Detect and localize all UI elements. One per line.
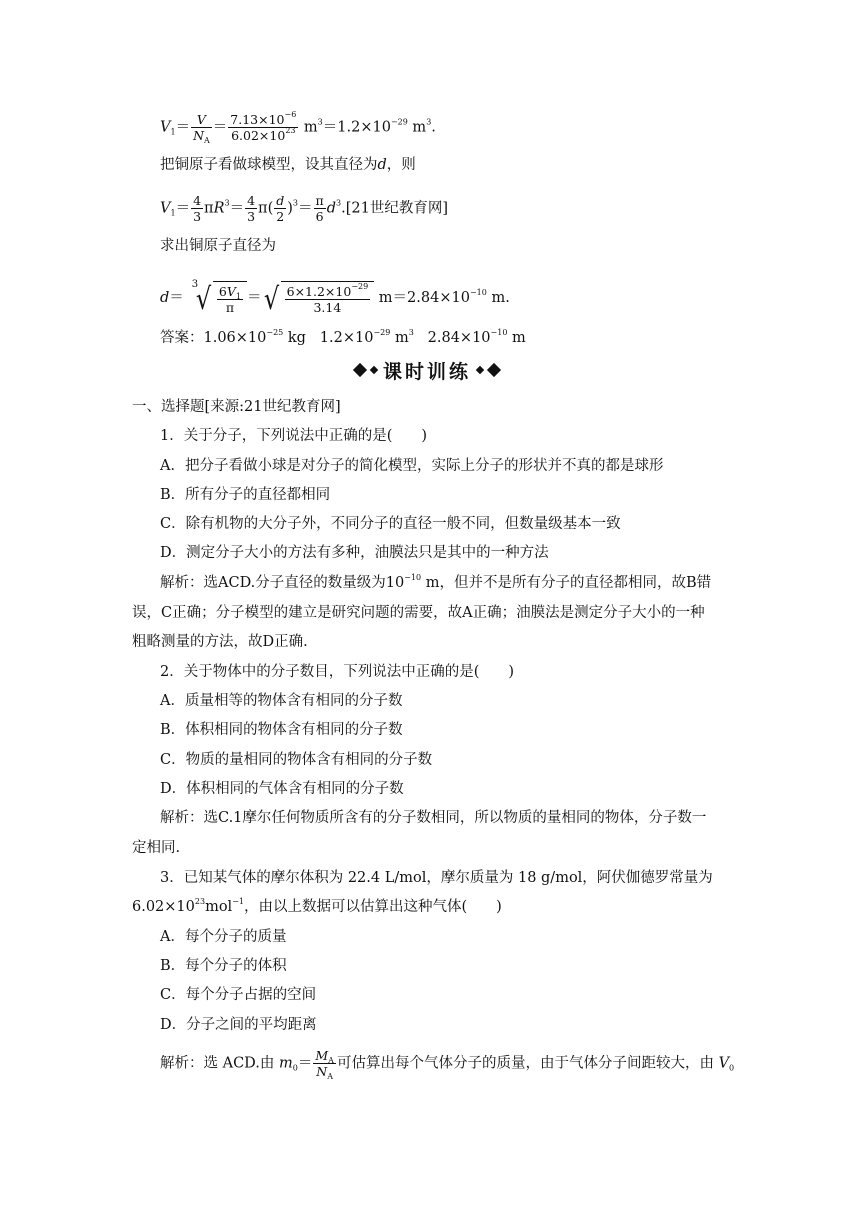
den-6: 6 (315, 209, 324, 224)
text: 解析：选 ACD.由 (160, 1055, 280, 1072)
var-d: d (326, 200, 337, 217)
diameter-intro (160, 236, 276, 256)
num-d: d (276, 193, 285, 208)
answer-3: 2.84×10 (427, 330, 491, 346)
den: N (193, 128, 205, 143)
diamond-icon (487, 363, 501, 377)
volume-equation (160, 112, 436, 143)
num-sub: A (328, 1056, 334, 1065)
text-b: 可估算出每个气体分子的质量，由于气体分子间距较大，由 (336, 1055, 719, 1072)
q1-explanation-line1 (160, 573, 711, 593)
eq: ＝ (175, 200, 191, 217)
eq: ＝ (175, 119, 191, 136)
fraction-v-na (191, 112, 212, 143)
cube: 3 (292, 198, 299, 208)
num: V (191, 112, 212, 128)
var-m: m (279, 1055, 293, 1072)
answer-label: 答案： (160, 330, 204, 346)
pi: π (204, 200, 214, 217)
den-exp: 23 (285, 126, 296, 135)
cube-root: 3 √ $\frac{6V_1}{\pi}$ (194, 281, 247, 315)
num-v-sub: 1 (235, 292, 241, 301)
result-exp: −10 (469, 288, 487, 297)
num-base: 7.13×10 (230, 112, 285, 127)
q1-explanation-line2: 误，C正确；分子模型的建立是研究问题的需要，故A正确；油膜法是测定分子大小的一种 (132, 605, 705, 621)
q2-option-a: A．质量相等的物体含有相同的分子数 (160, 693, 403, 709)
num-v: V (226, 284, 236, 299)
q1-option-b: B．所有分子的直径都相同 (160, 487, 331, 503)
q3-stem-line1: 3．已知某气体的摩尔体积为 22.4 L/mol，摩尔质量为 18 g/mol，阿伏伽德罗常量为 (160, 870, 713, 886)
answer-1-exp: −25 (266, 328, 284, 337)
q3-stem-line2 (132, 897, 502, 917)
q3-option-b: B．每个分子的体积 (160, 958, 287, 974)
fraction-numeric (228, 112, 298, 143)
answer-2-unit-exp: 3 (408, 328, 414, 337)
text: 求出铜原子直径为 (160, 238, 276, 254)
exp: −10 (404, 573, 422, 582)
small-diamond-icon (476, 366, 484, 374)
var-v: V (160, 119, 171, 136)
q1-option-d: D．测定分子大小的方法有多种，油膜法只是其中的一种方法 (160, 545, 549, 561)
source: .[21世纪教育网] (341, 200, 448, 217)
pi2: π (258, 200, 268, 217)
den-base: 6.02×10 (231, 128, 286, 143)
period: . (431, 119, 436, 136)
q3-option-d: D．分子之间的平均距离 (160, 1017, 317, 1033)
eq: ＝ (297, 1055, 313, 1072)
section-banner (355, 357, 499, 383)
den: N (316, 1064, 328, 1079)
num-pi: π (315, 193, 324, 208)
diamond-icon (353, 363, 367, 377)
q3-option-a: A．每个分子的质量 (160, 929, 287, 945)
q3-explanation-line1 (160, 1048, 734, 1079)
answer-line (160, 328, 526, 348)
result-unit-exp: 3 (426, 117, 432, 127)
eq2: ＝ (247, 290, 262, 306)
unit: mol (205, 899, 233, 915)
num: M (315, 1048, 329, 1063)
q2-explanation-line1: 解析：选C.1摩尔任何物质所含有的分子数相同，所以物质的量相同的物体，分子数一 (160, 810, 707, 826)
result-unit: m (407, 119, 427, 136)
q2-option-d: D．体积相同的气体含有相同的分子数 (160, 781, 404, 797)
var-v: V (160, 200, 171, 217)
v-sub: 0 (729, 1063, 735, 1073)
den-2: 2 (276, 209, 285, 224)
q1-option-c: C．除有机物的大分子外，不同分子的直径一般不同，但数量级基本一致 (160, 516, 621, 532)
den: 3.14 (313, 300, 342, 315)
exp: 23 (194, 897, 206, 906)
sphere-model-text (160, 155, 416, 175)
text: 把铜原子看做球模型，设其直径为 (160, 157, 378, 173)
result-unit: m. (486, 290, 510, 306)
answer-2-unit: m (390, 330, 409, 346)
answer-1: 1.06×10 (203, 330, 267, 346)
q2-stem: 2．关于物体中的分子数目，下列说法中正确的是( ) (160, 664, 515, 680)
square-root: √ $\frac{6\times 1.2\times 10^{-29}}{3.14}$ (262, 281, 375, 315)
unit-exp: −1 (232, 897, 244, 906)
answer-1-unit: kg (283, 330, 306, 346)
root-index: 3 (191, 279, 199, 290)
q1-stem: 1．关于分子，下列说法中正确的是( ) (160, 428, 428, 444)
r-exp: 3 (224, 198, 230, 208)
eq3: ＝ (298, 200, 313, 217)
eq2: ＝ (229, 200, 245, 217)
unit: m (299, 119, 318, 136)
small-diamond-icon (370, 366, 378, 374)
text: 6.02×10 (132, 899, 195, 915)
eq2: ＝ (212, 119, 228, 136)
section-heading: 一、选择题[来源:21世纪教育网] (132, 399, 341, 415)
d-cube: 3 (336, 198, 342, 208)
result: m＝2.84×10 (374, 290, 470, 306)
fraction-pi-over-6 (314, 193, 326, 224)
sub: 1 (170, 208, 176, 218)
result: ＝1.2×10 (322, 119, 391, 136)
num-exp: −29 (351, 282, 369, 291)
eq: ＝ (169, 290, 184, 306)
num-base: 6×1.2×10 (286, 284, 352, 299)
den-sub: A (204, 136, 210, 145)
q2-option-c: C．物质的量相同的物体含有相同的分子数 (160, 752, 433, 768)
q1-option-a: A．把分子看做小球是对分子的简化模型，实际上分子的形状并不真的都是球形 (160, 458, 664, 474)
var-d: d (377, 157, 387, 173)
fraction-four-thirds: $\frac{4}{3}$ (193, 193, 202, 224)
text-rest: ，由以上数据可以估算出这种气体( ) (244, 899, 502, 915)
var-v: V (718, 1055, 730, 1072)
fraction-four-thirds-2: $\frac{4}{3}$ (247, 193, 256, 224)
unit-exp: 3 (317, 117, 323, 127)
q2-option-b: B．体积相同的物体含有相同的分子数 (160, 722, 403, 738)
q3-option-c: C．每个分子占据的空间 (160, 987, 317, 1003)
text-then: ，则 (386, 157, 416, 173)
text-b: m，但并不是所有分子的直径都相同，故B错 (421, 575, 712, 591)
sphere-volume-equation: $V_1=$ $\frac{4}{3}$ $\pi R^3=$ $\frac{4}{3}$ π( $\frac{d}{2}$ )$^3$＝ $\frac{\pi}{6}$ $d^3.[21$世纪教育网] (160, 193, 448, 224)
num-exp: −6 (284, 110, 297, 119)
den-pi: π (225, 300, 235, 315)
answer-2: 1.2×10 (319, 330, 374, 346)
diameter-equation (160, 281, 510, 315)
q1-explanation-line3: 粗略测量的方法，故D正确. (132, 634, 308, 650)
banner-title: 课时训练 (383, 360, 472, 383)
var-r: R (213, 200, 225, 217)
den-sub: A (327, 1072, 334, 1081)
fraction-molar (313, 1048, 336, 1079)
var-d: d (160, 290, 170, 306)
answer-2-exp: −29 (373, 328, 391, 337)
sub: 1 (170, 127, 176, 137)
answer-3-exp: −10 (490, 328, 508, 337)
q2-explanation-line2: 定相同. (132, 840, 181, 856)
fraction-d-over-2 (274, 193, 286, 224)
result-exp: −29 (390, 117, 408, 127)
answer-3-unit: m (507, 330, 526, 346)
text: 解析：选ACD.分子直径的数量级为10 (160, 575, 405, 591)
m-sub: 0 (292, 1063, 298, 1073)
